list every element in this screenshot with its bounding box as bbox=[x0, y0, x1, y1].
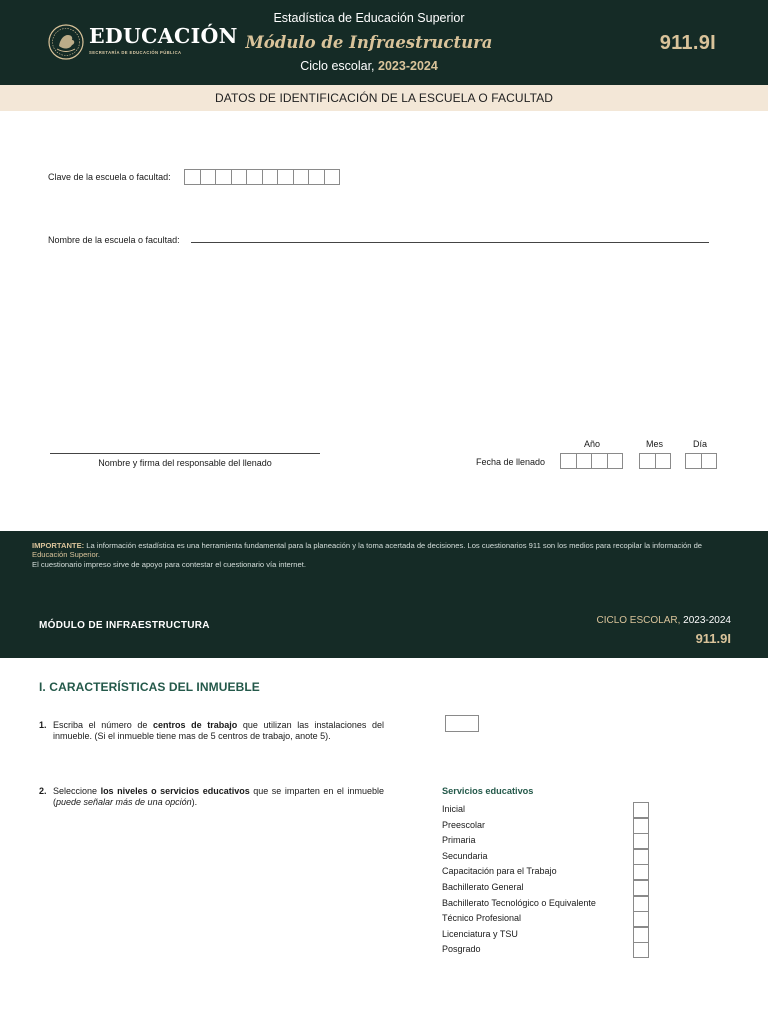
educacion-superior-link: Educación Superior bbox=[32, 550, 98, 560]
clave-digit-box[interactable] bbox=[293, 169, 310, 185]
clave-digit-box[interactable] bbox=[246, 169, 263, 185]
servicio-label: Primaria bbox=[442, 835, 476, 846]
servicio-checkbox[interactable] bbox=[633, 849, 649, 865]
servicio-label: Técnico Profesional bbox=[442, 913, 522, 924]
importante-line2: El cuestionario impreso sirve de apoyo para contestar el cuestionario vía internet. bbox=[32, 559, 306, 569]
mes-label: Mes bbox=[646, 439, 664, 449]
firma-label: Nombre y firma del responsable del llenado bbox=[98, 458, 272, 468]
servicio-label: Licenciatura y TSU bbox=[442, 928, 518, 939]
servicio-label: Bachillerato General bbox=[442, 882, 524, 892]
clave-digit-box[interactable] bbox=[215, 169, 232, 185]
logo-wordmark: EDUCACIÓN bbox=[89, 24, 238, 48]
servicio-label: Secundaria bbox=[442, 850, 488, 861]
centros-trabajo-input[interactable] bbox=[445, 715, 479, 732]
fecha-mes-boxes[interactable] bbox=[639, 453, 671, 469]
panel-form-code: 911.9I bbox=[695, 631, 731, 646]
clave-digit-box[interactable] bbox=[277, 169, 294, 185]
servicio-label: Preescolar bbox=[442, 819, 486, 830]
clave-digit-box[interactable] bbox=[184, 169, 201, 185]
clave-digit-box[interactable] bbox=[231, 169, 248, 185]
servicio-checkbox[interactable] bbox=[633, 942, 649, 958]
anio-label: Año bbox=[584, 439, 601, 449]
section-band-title: DATOS DE IDENTIFICACIÓN DE LA ESCUELA O FACULTAD bbox=[0, 85, 768, 111]
clave-digit-box[interactable] bbox=[262, 169, 279, 185]
date-box[interactable] bbox=[701, 453, 718, 469]
clave-digit-box[interactable] bbox=[324, 169, 341, 185]
servicio-checkbox[interactable] bbox=[633, 896, 649, 912]
servicio-label: Capacitación para el Trabajo bbox=[442, 866, 557, 877]
date-box[interactable] bbox=[639, 453, 656, 469]
servicio-checkbox[interactable] bbox=[633, 880, 649, 896]
servicio-checkbox[interactable] bbox=[633, 833, 649, 849]
servicio-checkbox[interactable] bbox=[633, 818, 649, 834]
form-code: 911.9I bbox=[659, 32, 716, 54]
servicios-title: Servicios educativos bbox=[442, 786, 534, 796]
ciclo-label: CICLO ESCOLAR, 2023-2024 bbox=[596, 615, 731, 626]
header-subject: Estadística de Educación Superior bbox=[273, 11, 465, 25]
date-box[interactable] bbox=[560, 453, 577, 469]
nombre-label: Nombre de la escuela o facultad: bbox=[48, 235, 180, 245]
question-2: 2. Seleccione los niveles o servicios educativos que se imparten en el inmueble (puede señalar más de una opción). bbox=[39, 786, 384, 807]
modulo-label: MÓDULO DE INFRAESTRUCTURA bbox=[39, 620, 210, 631]
section-title: I. CARACTERÍSTICAS DEL INMUEBLE bbox=[39, 680, 260, 694]
header-cycle-year: 2023-2024 bbox=[378, 59, 438, 73]
servicio-checkbox[interactable] bbox=[633, 911, 649, 927]
date-box[interactable] bbox=[607, 453, 624, 469]
dia-label: Día bbox=[693, 439, 708, 449]
clave-digit-box[interactable] bbox=[308, 169, 325, 185]
clave-digit-box[interactable] bbox=[200, 169, 217, 185]
servicio-checkbox[interactable] bbox=[633, 927, 649, 943]
header-cycle: Ciclo escolar, 2023-2024 bbox=[300, 59, 438, 73]
importante-note: IMPORTANTE: La información estadística es una herramienta fundamental para la planeación y la toma acertada de decisiones. Los cuestionarios 911 son los medios para recopilar la información de Educación Superior. El cuestionario impreso sirve de apoyo para contestar el cuestionario vía internet. bbox=[32, 541, 703, 569]
header-module-title: Módulo de Infraestructura bbox=[245, 33, 493, 52]
logo-subtitle: SECRETARÍA DE EDUCACIÓN PÚBLICA bbox=[89, 50, 182, 55]
clave-input-boxes[interactable] bbox=[184, 169, 340, 185]
info-panel bbox=[0, 531, 768, 658]
servicio-label: Inicial bbox=[442, 804, 466, 814]
firma-line[interactable] bbox=[50, 442, 320, 454]
date-box[interactable] bbox=[685, 453, 702, 469]
fecha-anio-boxes[interactable] bbox=[560, 453, 623, 469]
servicio-checkbox[interactable] bbox=[633, 864, 649, 880]
question-1: 1. Escriba el número de centros de trabajo que utilizan las instalaciones del inmueble. (Si el inmueble tiene mas de 5 centros de trabajo, anote 5). bbox=[39, 720, 384, 741]
servicio-checkbox[interactable] bbox=[633, 802, 649, 818]
nombre-input-line[interactable] bbox=[191, 231, 709, 243]
date-box[interactable] bbox=[591, 453, 608, 469]
fecha-label: Fecha de llenado bbox=[476, 457, 546, 467]
date-box[interactable] bbox=[655, 453, 672, 469]
servicio-label: Posgrado bbox=[442, 944, 481, 955]
fecha-dia-boxes[interactable] bbox=[685, 453, 717, 469]
date-box[interactable] bbox=[576, 453, 593, 469]
clave-label: Clave de la escuela o facultad: bbox=[48, 172, 171, 182]
top-header bbox=[0, 0, 768, 85]
servicio-label: Bachillerato Tecnológico o Equivalente bbox=[442, 897, 596, 908]
